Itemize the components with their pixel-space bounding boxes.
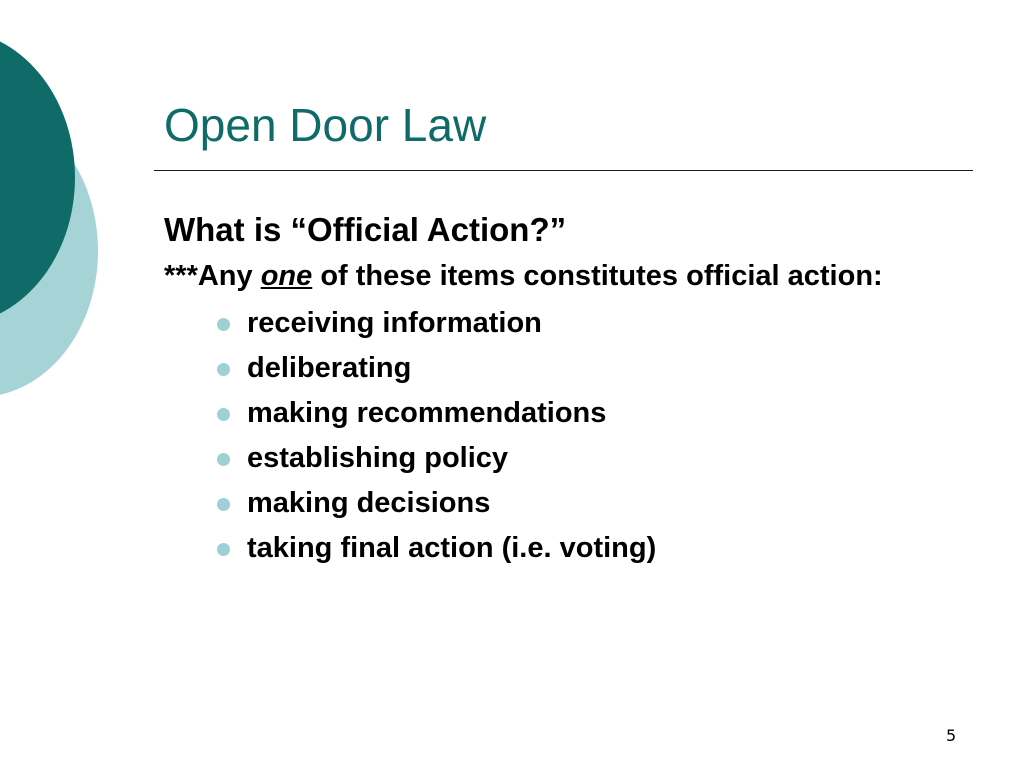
list-item-text: establishing policy xyxy=(247,442,509,474)
intro-suffix: of these items constitutes official action: xyxy=(312,260,883,292)
list-item xyxy=(216,391,944,436)
slide-heading: What is “Official Action?” xyxy=(164,211,567,248)
list-item xyxy=(216,526,944,571)
intro-prefix: ***Any xyxy=(164,260,261,292)
intro-text xyxy=(164,258,944,295)
list-item-text: making recommendations xyxy=(247,397,607,429)
bullet-icon xyxy=(217,543,230,556)
list-item xyxy=(216,346,944,391)
page-number: 5 xyxy=(946,726,957,745)
title-divider xyxy=(154,170,973,171)
list-item-text: taking final action (i.e. voting) xyxy=(247,532,657,564)
bullet-icon xyxy=(217,408,230,421)
slide-title: Open Door Law xyxy=(164,99,487,151)
bullet-icon xyxy=(217,318,230,331)
bullet-icon xyxy=(217,363,230,376)
list-item-text: receiving information xyxy=(247,307,542,339)
slide-body xyxy=(164,208,944,571)
list-item xyxy=(216,436,944,481)
bullet-icon xyxy=(217,498,230,511)
intro-emphasis: one xyxy=(260,260,313,292)
bullet-icon xyxy=(217,453,230,466)
list-item-text: making decisions xyxy=(247,487,491,519)
list-item-text: deliberating xyxy=(247,352,412,384)
bullet-list xyxy=(164,301,944,571)
list-item xyxy=(216,301,944,346)
list-item xyxy=(216,481,944,526)
